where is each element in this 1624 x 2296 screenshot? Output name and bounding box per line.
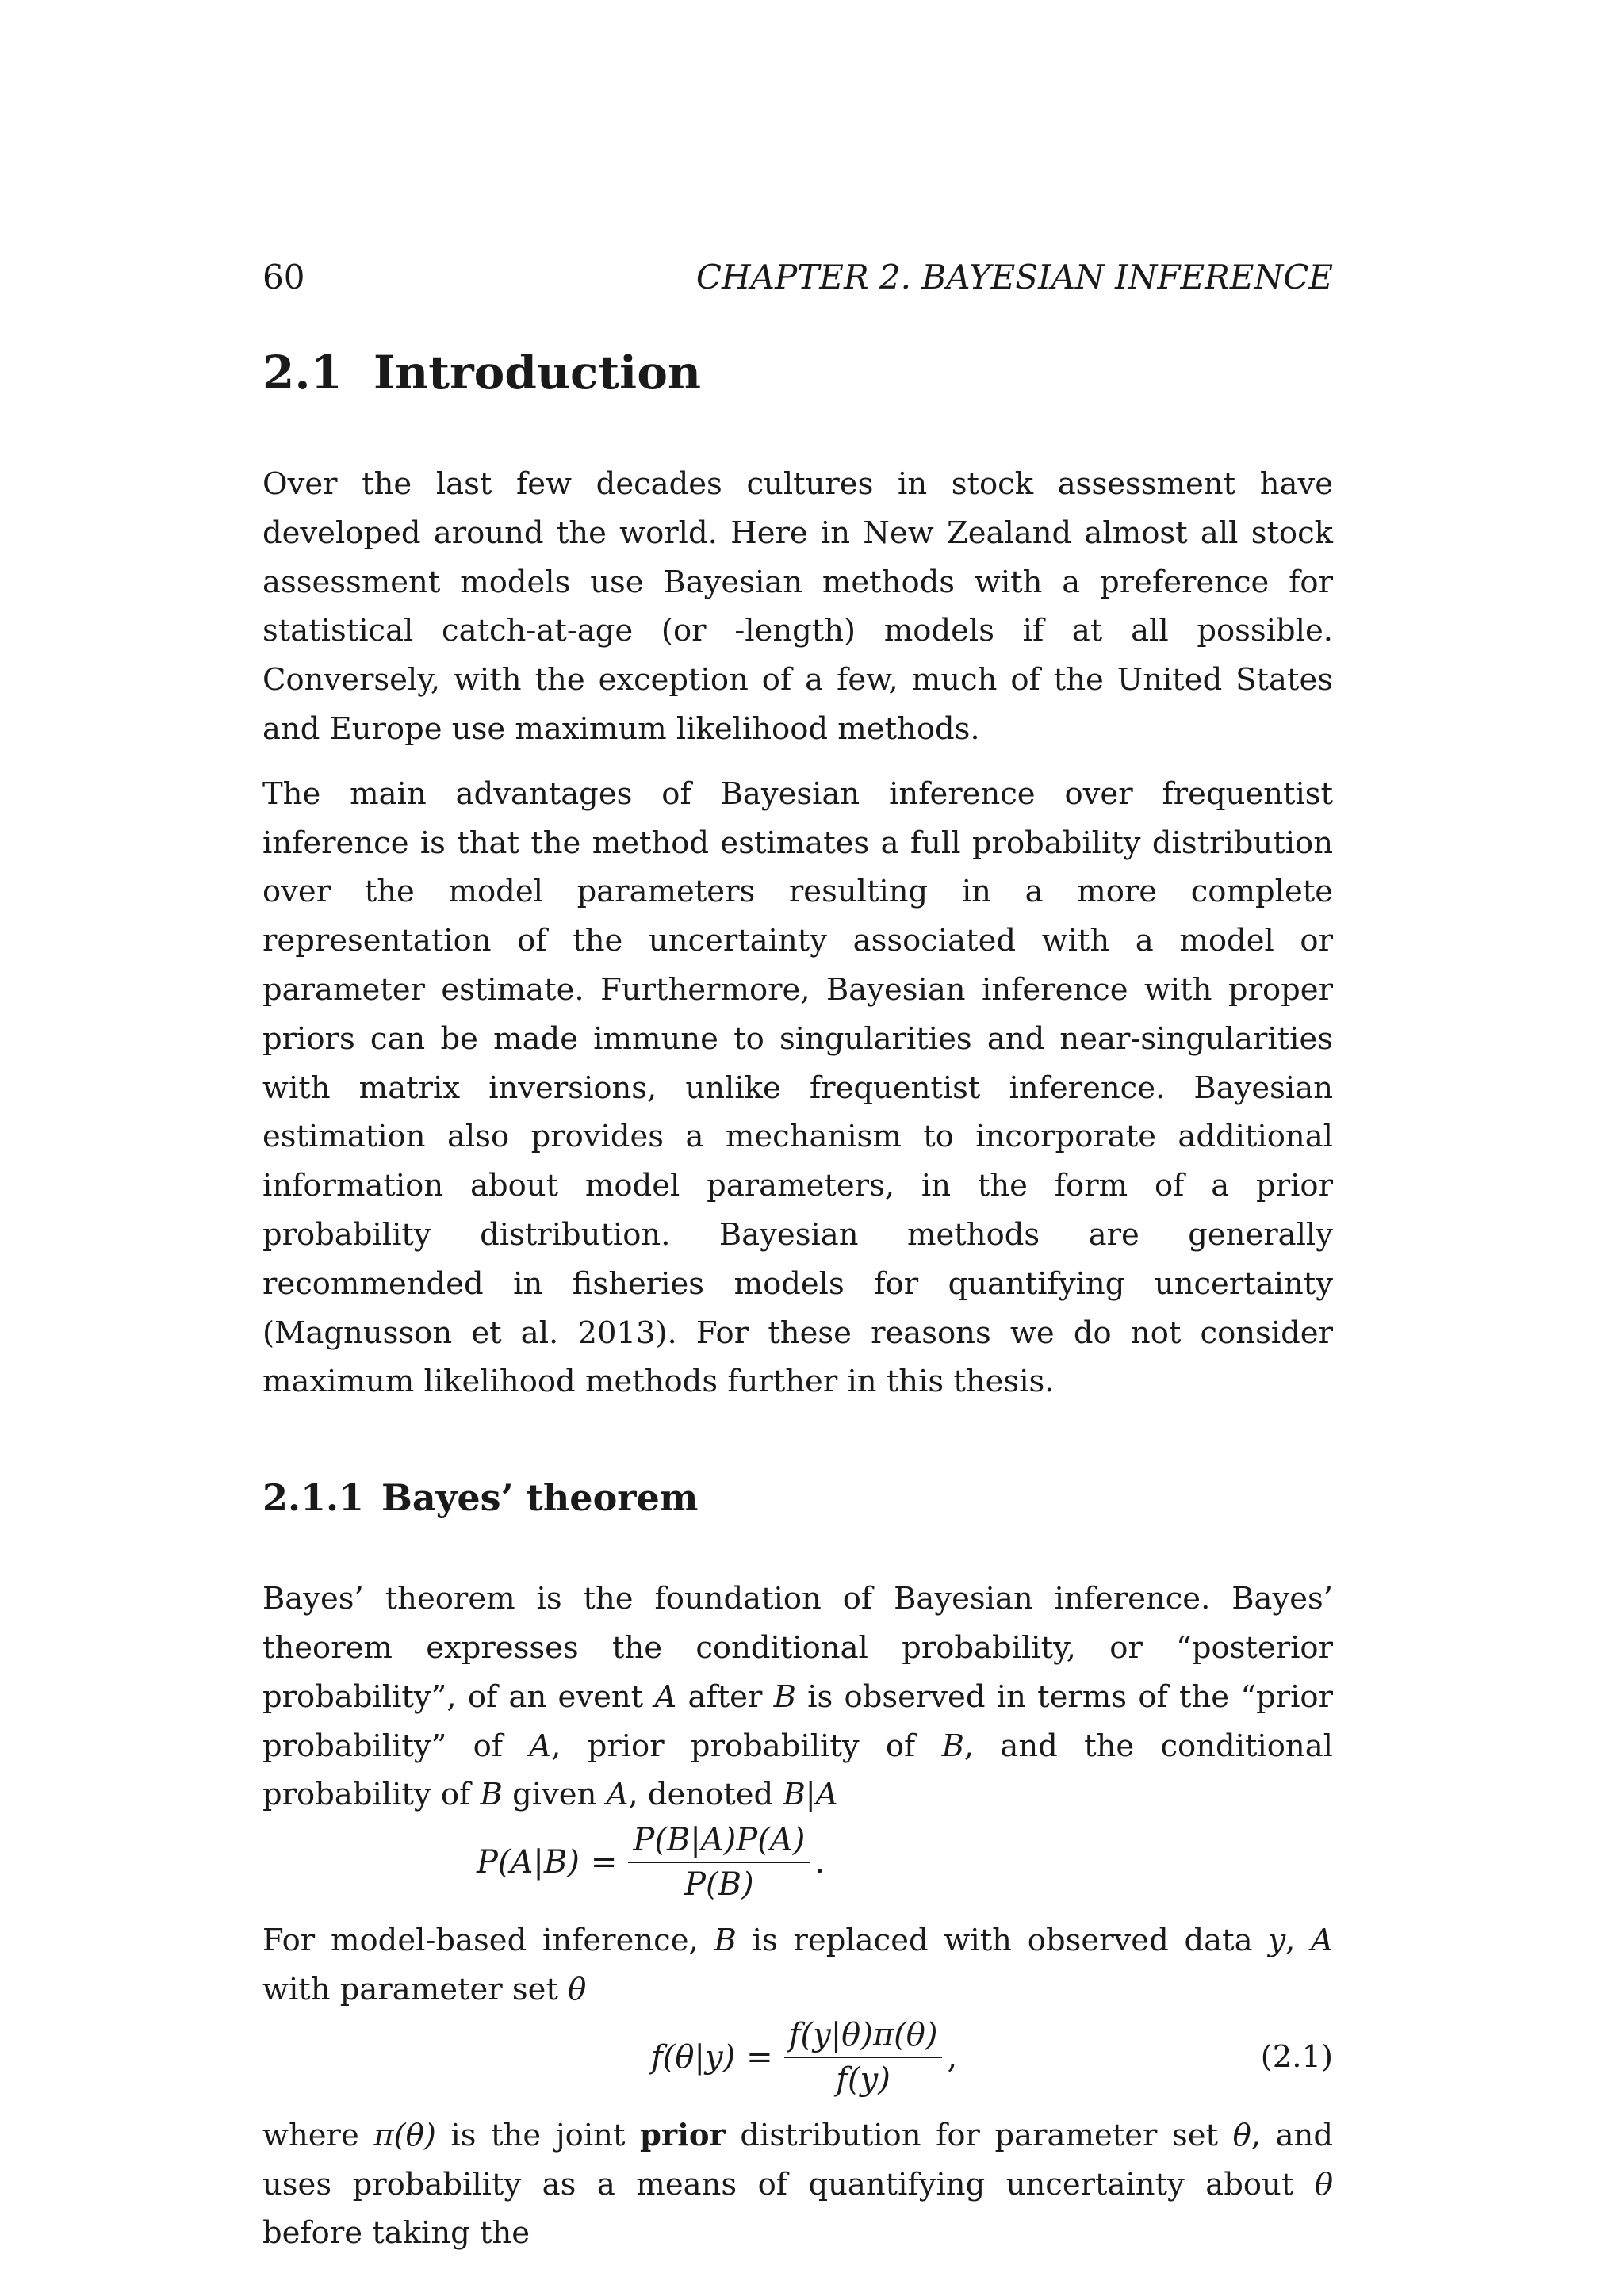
fraction-denominator: P(B) <box>684 1866 754 1904</box>
fraction-numerator: f(y|θ)π(θ) <box>784 2017 943 2058</box>
running-header <box>262 254 1333 301</box>
equation-number: (2.1) <box>1260 2038 1333 2075</box>
section-title: Introduction <box>373 346 702 400</box>
page-number: 60 <box>262 258 305 297</box>
posterior-equation <box>262 2015 1333 2100</box>
equation-fraction <box>628 1822 810 1903</box>
intro-paragraph-1: Over the last few decades cultures in stock assessment have developed around the world. Here in New Zealand almost all stock assessment models use Bayesian methods with a preference for statistical catch-at-age (or -length) models if at all possible. Conversely, with the exception of a few, much of the United States and Europe use maximum likelihood methods. <box>262 466 1333 747</box>
subsection-number: 2.1.1 <box>262 1476 365 1520</box>
equation-lhs: P(A|B) <box>477 1844 580 1881</box>
subsection-title: Bayes’ theorem <box>381 1476 699 1520</box>
fraction-denominator: f(y) <box>836 2061 891 2098</box>
model-inference-paragraph: For model-based inference, B is replaced with observed data y, A with parameter set θ <box>262 1923 1333 2007</box>
subsection-heading <box>262 1470 1333 1525</box>
equation-lhs: f(θ|y) <box>651 2038 736 2076</box>
equation-period: . <box>814 1844 825 1881</box>
equals-sign: = <box>590 1844 618 1881</box>
page-content <box>262 254 1333 2258</box>
equation-fraction <box>784 2017 943 2098</box>
equals-sign: = <box>746 2038 773 2076</box>
prior-paragraph: where π(θ) is the joint prior distribution for parameter set θ, and uses probability as a means of quantifying uncertainty about θ before taking the <box>262 2117 1333 2252</box>
fraction-numerator: P(B|A)P(A) <box>628 1822 810 1863</box>
equation-comma: , <box>947 2038 958 2076</box>
intro-paragraph-2: The main advantages of Bayesian inference over frequentist inference is that the method estimates a full probability distribution over the model parameters resulting in a more complete representation of the uncertainty associated with a model or parameter estimate. Furthermore, Bayesian inference with proper priors can be made immune to singularities and near-singularities with matrix inversions, unlike frequentist inference. Bayesian estimation also provides a mechanism to incorporate additional information about model parameters, in the form of a prior probability distribution. Bayesian methods are generally recommended in fisheries models for quantifying uncertainty (Magnusson et al. 2013). For these reasons we do not consider maximum likelihood methods further in this thesis. <box>262 775 1333 1400</box>
chapter-title: CHAPTER 2. BAYESIAN INFERENCE <box>695 258 1333 297</box>
section-heading <box>262 341 1333 404</box>
bayes-equation <box>262 1820 1333 1905</box>
bayes-theorem-paragraph: Bayes’ theorem is the foundation of Bayesian inference. Bayes’ theorem expresses the conditional probability, or “posterior probability”, of an event A after B is observed in terms of the “prior probability” of A, prior probability of B, and the conditional probability of B given A, denoted B|A <box>262 1581 1333 1813</box>
section-number: 2.1 <box>262 346 343 400</box>
